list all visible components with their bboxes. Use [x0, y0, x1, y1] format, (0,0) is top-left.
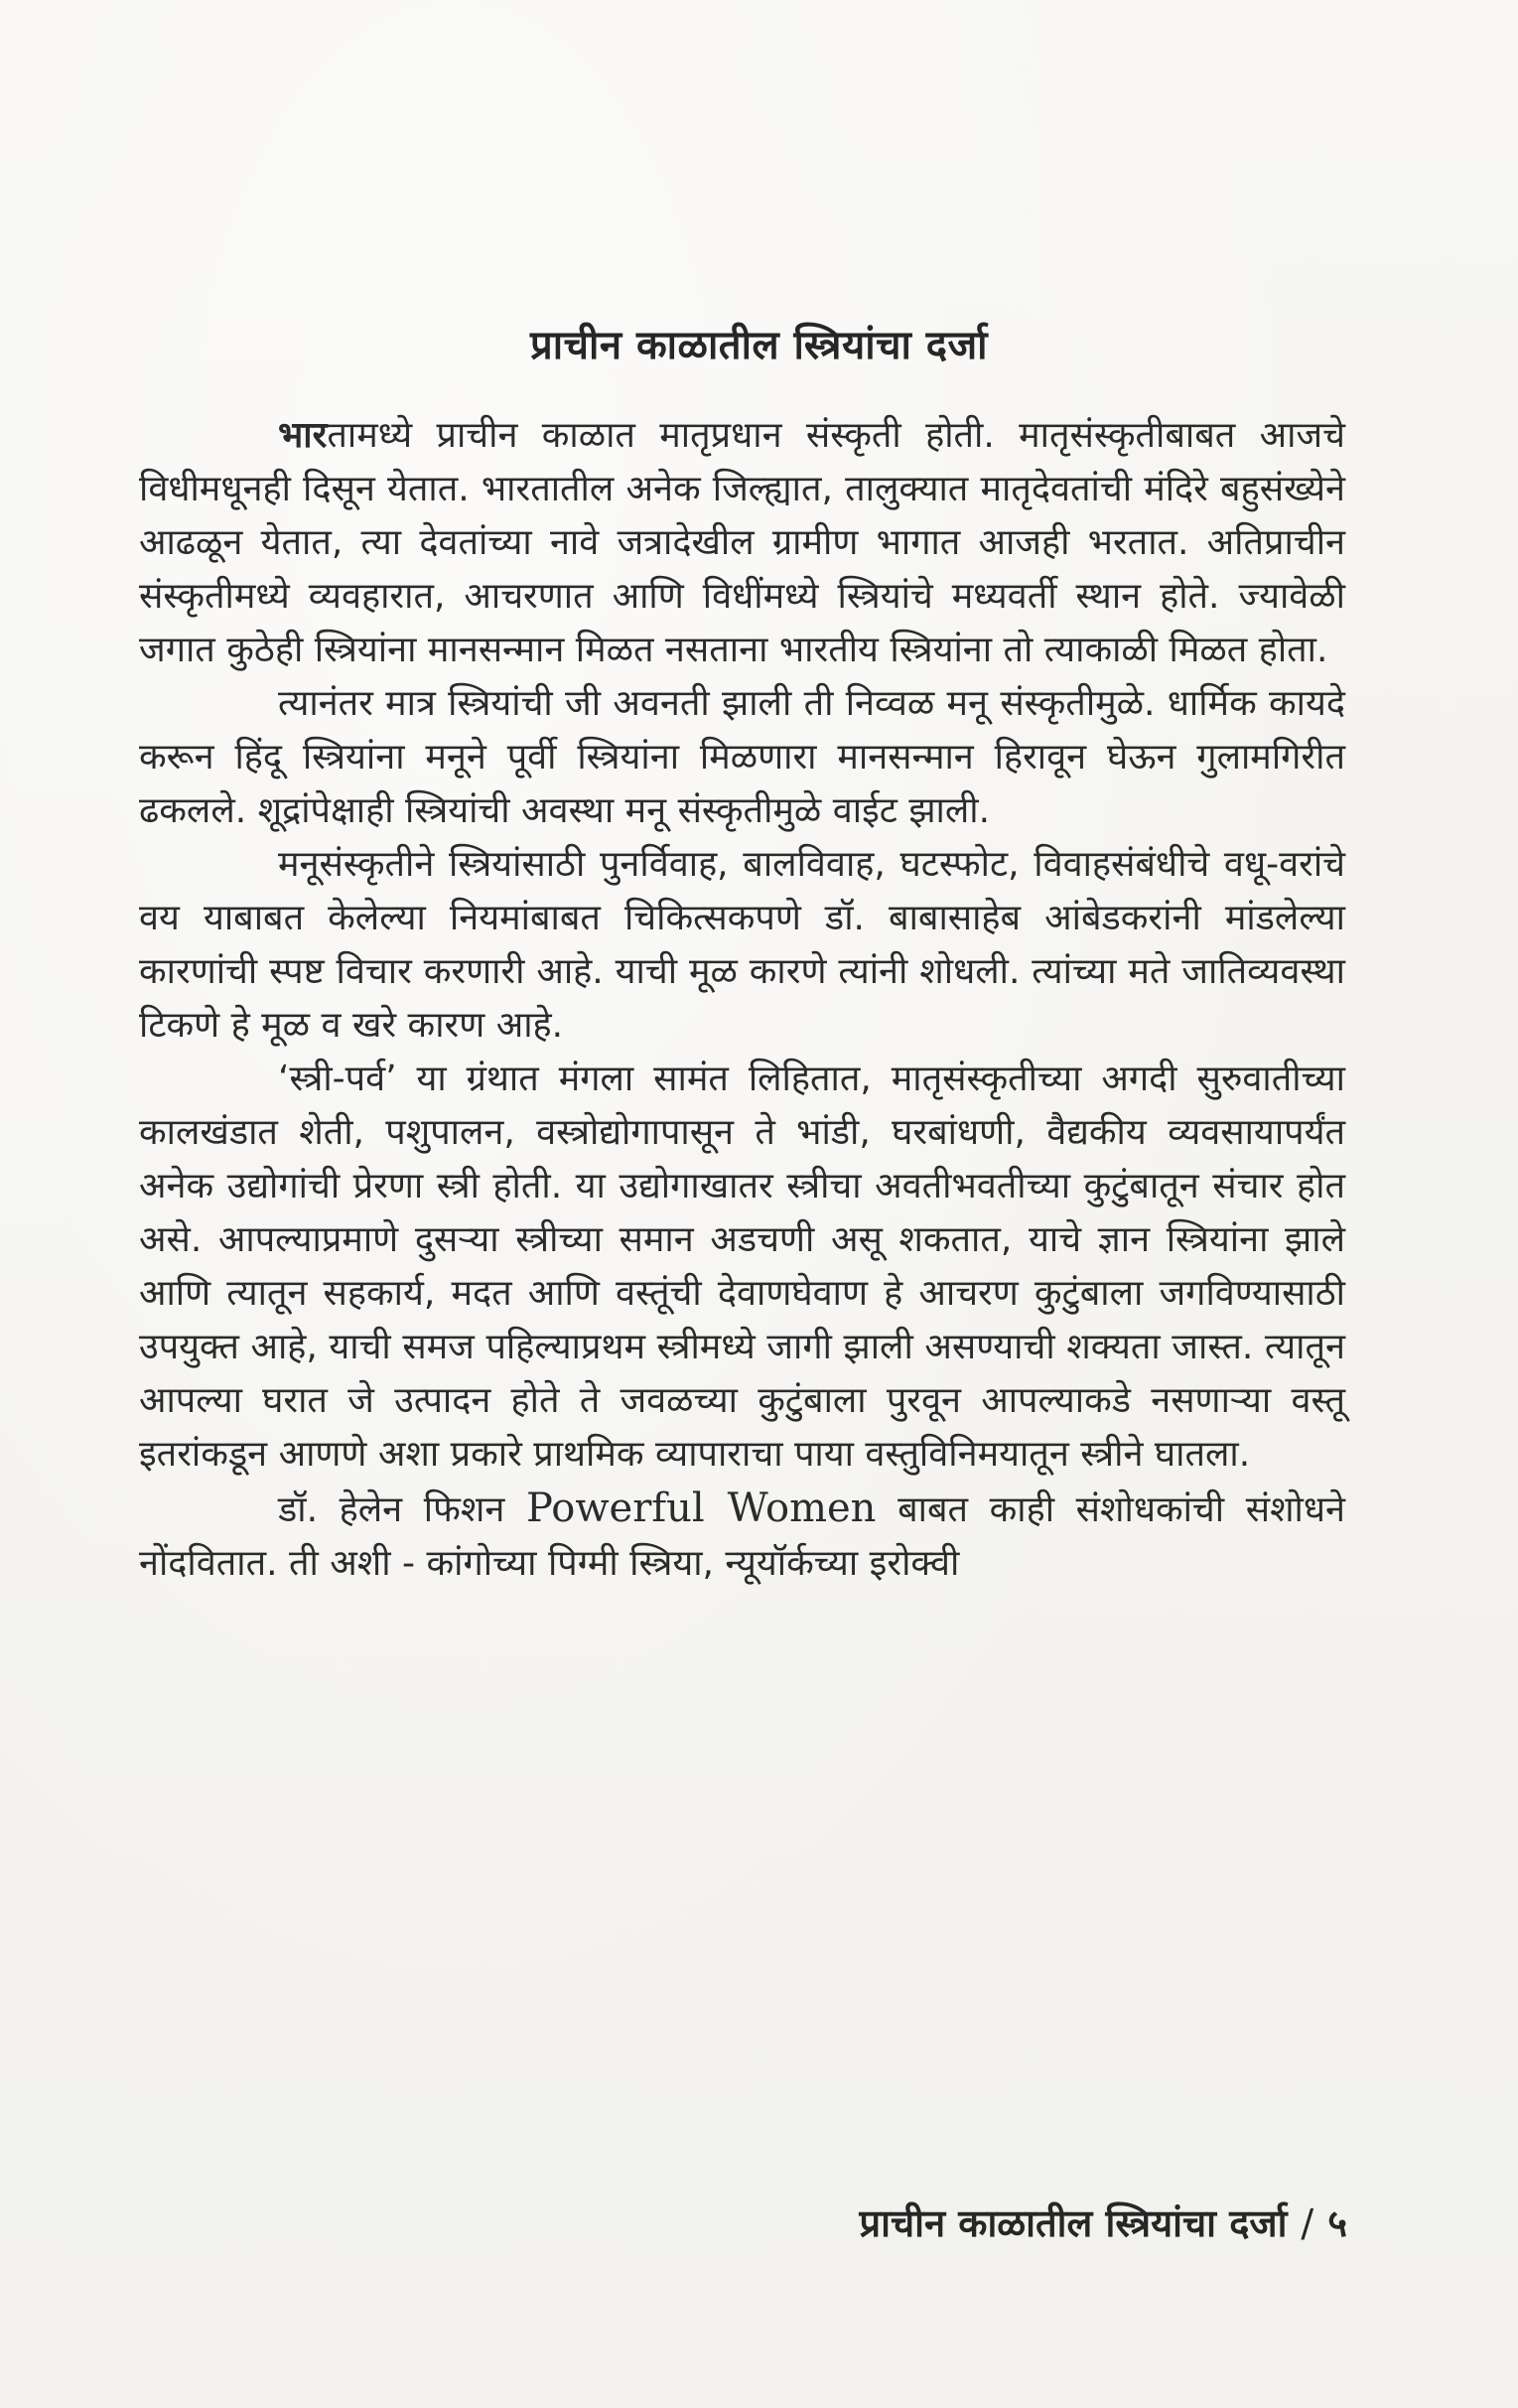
- paragraph-3: मनूसंस्कृतीने स्त्रियांसाठी पुनर्विवाह, बालविवाह, घटस्फोट, विवाहसंबंधीचे वधू-वरांचे वय याबाबत केलेल्या नियमांबाबत चिकित्सकपणे डॉ. बाबासाहेब आंबेडकरांनी मांडलेल्या कारणांची स्पष्ट विचार करणारी आहे. याची मूळ कारणे त्यांनी शोधली. त्यांच्या मते जातिव्यवस्था टिकणे हे मूळ व खरे कारण आहे.: [139, 844, 1345, 1046]
- page-number: ५: [1327, 2201, 1347, 2245]
- drop-lead: भार: [278, 415, 328, 456]
- body-text: [139, 409, 1345, 1591]
- paragraph-5-text-after: बाबत काही संशोधकांची संशोधने नोंदवितात. ती अशी - कांगोच्या पिग्मी स्त्रिया, न्यूयॉर्कच्या इरोक्वी: [139, 1489, 1346, 1584]
- page-title: प्राचीन काळातील स्त्रियांचा दर्जा: [529, 323, 989, 368]
- paragraph-5: [139, 1482, 1345, 1591]
- footer-separator: /: [1301, 2201, 1314, 2245]
- book-title-latin: Powerful Women: [525, 1486, 877, 1531]
- paragraph-1-text: तामध्ये प्राचीन काळात मातृप्रधान संस्कृती होती. मातृसंस्कृतीबाबत आजचे विधीमधूनही दिसून येतात. भारतातील अनेक जिल्ह्यात, तालुक्यात मातृदेवतांची मंदिरे बहुसंख्येने आढळून येतात, त्या देवतांच्या नावे जत्रादेखील ग्रामीण भागात आजही भरतात. अतिप्राचीन संस्कृतीमध्ये व्यवहारात, आचरणात आणि विधींमध्ये स्त्रियांचे मध्यवर्ती स्थान होते. ज्यावेळी जगात कुठेही स्त्रियांना मानसन्मान मिळत नसताना भारतीय स्त्रियांना तो त्याकाळी मिळत होता.: [139, 415, 1345, 670]
- paragraph-5-text-before: डॉ. हेलेन फिशन: [278, 1489, 526, 1530]
- paragraph-1: [139, 409, 1345, 677]
- running-title: प्राचीन काळातील स्त्रियांचा दर्जा: [859, 2201, 1288, 2245]
- paragraph-4: ‘स्त्री-पर्व’ या ग्रंथात मंगला सामंत लिहितात, मातृसंस्कृतीच्या अगदी सुरुवातीच्या कालखंडात शेती, पशुपालन, वस्त्रोद्योगापासून ते भांडी, घरबांधणी, वैद्यकीय व्यवसायापर्यंत अनेक उद्योगांची प्रेरणा स्त्री होती. या उद्योगाखातर स्त्रीचा अवतीभवतीच्या कुटुंबातून संचार होत असे. आपल्याप्रमाणे दुसऱ्या स्त्रीच्या समान अडचणी असू शकतात, याचे ज्ञान स्त्रियांना झाले आणि त्यातून सहकार्य, मदत आणि वस्तूंची देवाणघेवाण हे आचरण कुटुंबाला जगविण्यासाठी उपयुक्त आहे, याची समज पहिल्याप्रथम स्त्रीमध्ये जागी झाली असण्याची शक्यता जास्त. त्यातून आपल्या घरात जे उत्पादन होते ते जवळच्या कुटुंबाला पुरवून आपल्याकडे नसणाऱ्या वस्तू इतरांकडून आणणे अशा प्रकारे प्राथमिक व्यापाराचा पाया वस्तुविनिमयातून स्त्रीने घातला.: [139, 1059, 1345, 1475]
- paragraph-2: त्यानंतर मात्र स्त्रियांची जी अवनती झाली ती निव्वळ मनू संस्कृतीमुळे. धार्मिक कायदे करून हिंदू स्त्रियांना मनूने पूर्वी स्त्रियांना मिळणारा मानसन्मान हिरावून घेऊन गुलामगिरीत ढकलले. शूद्रांपेक्षाही स्त्रियांची अवस्था मनू संस्कृतीमुळे वाईट झाली.: [139, 683, 1345, 831]
- page-footer: [860, 2196, 1347, 2248]
